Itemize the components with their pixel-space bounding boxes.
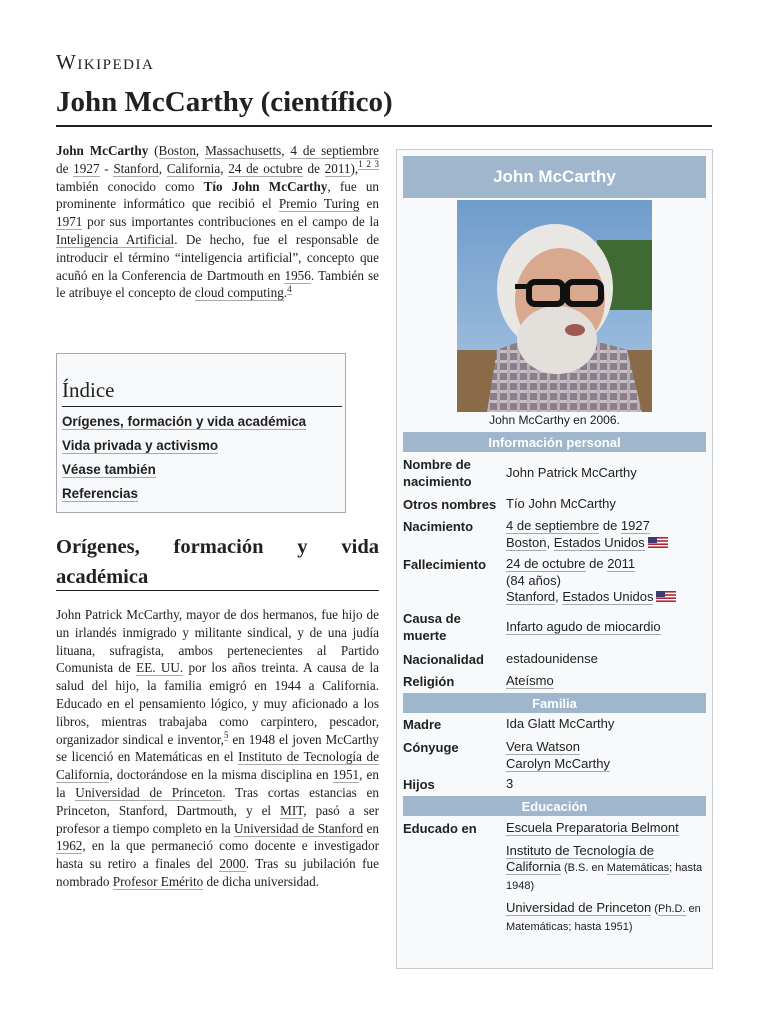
value-fallecimiento: [506, 556, 706, 606]
link-fall-city[interactable]: Stanford: [506, 589, 556, 604]
value-nacimiento: [506, 518, 706, 551]
text: , fue un prominente informático que recibió el: [56, 178, 380, 212]
link-1956[interactable]: 1956: [284, 267, 311, 283]
text: , doctorándose en la misma disciplina en: [109, 767, 333, 783]
text: en: [359, 196, 379, 212]
link-1962[interactable]: 1962: [56, 838, 83, 854]
toc-item-vease-tambien[interactable]: Véase también: [62, 462, 156, 477]
link-1927[interactable]: 1927: [73, 160, 100, 176]
text: ,: [220, 160, 229, 176]
text: ,: [158, 160, 167, 176]
value-causa-muerte: [506, 619, 706, 636]
section-divider: [56, 590, 379, 591]
lead-name: John McCarthy: [56, 143, 149, 158]
text: . Tras cortas estancias en Princeton, Stanford, Dartmouth, y el: [56, 784, 379, 818]
text: , en la que permaneció como docente e investigador hasta su retiro a finales del: [56, 838, 379, 872]
link-infarto[interactable]: Infarto agudo de miocardio: [506, 619, 661, 634]
link-1971[interactable]: 1971: [56, 214, 83, 230]
text: por sus importantes contribuciones en el campo de la: [82, 214, 379, 230]
link-carolyn-mccarthy[interactable]: Carolyn McCarthy: [506, 755, 611, 771]
text: de: [599, 518, 621, 533]
link-premio-turing[interactable]: Premio Turing: [278, 196, 360, 212]
text: ,: [555, 589, 563, 604]
text: en Matemáticas; hasta 1951): [506, 903, 701, 933]
link-phd[interactable]: Ph.D.: [657, 903, 686, 915]
link-massachusetts[interactable]: Massachusetts: [205, 143, 282, 158]
link-california[interactable]: California: [166, 160, 221, 176]
table-of-contents: [56, 353, 346, 513]
text: . Tras su jubilación fue nombrado: [56, 856, 379, 889]
label-otros-nombres: Otros nombres: [403, 497, 497, 512]
portrait-photo[interactable]: [457, 200, 652, 412]
section-paragraph: [56, 606, 379, 891]
title-divider: [56, 125, 712, 127]
link-birth-date[interactable]: 4 de septiembre: [290, 143, 380, 158]
link-1951[interactable]: 1951: [332, 767, 360, 783]
link-cloud-computing[interactable]: cloud computing: [194, 285, 284, 301]
text: . De hecho, fue el responsable de introducir el término “inteligencia artificial”, concepto que acuñó en la Conferencia de Dartmouth en: [56, 231, 379, 283]
text: también conocido como: [56, 178, 204, 194]
toc-divider: [62, 406, 342, 407]
link-nac-country[interactable]: Estados Unidos: [553, 534, 645, 550]
label-hijos: Hijos: [403, 777, 435, 792]
section-heading-origenes: [56, 532, 379, 592]
photo-caption: John McCarthy en 2006.: [489, 413, 620, 427]
value-conyuge: [506, 739, 706, 772]
toc-item-vida-privada[interactable]: Vida privada y activismo: [62, 438, 219, 453]
us-flag-icon: [648, 537, 668, 548]
reference-4[interactable]: 4: [287, 283, 292, 294]
link-boston[interactable]: Boston: [158, 143, 196, 158]
value-otros-nombres: Tío John McCarthy: [506, 496, 616, 511]
value-madre: Ida Glatt McCarthy: [506, 716, 615, 731]
label-causa-muerte: Causa de muerte: [403, 611, 461, 643]
toc-title: Índice: [62, 378, 115, 402]
text: ),: [350, 160, 359, 176]
text: ,: [546, 534, 554, 550]
value-hijos: 3: [506, 776, 514, 791]
text: , pasó a ser profesor a tiempo completo en la: [56, 802, 379, 836]
reference-links[interactable]: 1 2 3: [358, 159, 380, 170]
text: en 1948 el joven McCarthy se licenció en Matemáticas en el: [56, 731, 380, 765]
heading-line-2: académica: [56, 566, 149, 588]
text: ; hasta 1948): [506, 862, 703, 892]
link-mit[interactable]: MIT: [280, 802, 304, 818]
link-belmont[interactable]: Escuela Preparatoria Belmont: [506, 820, 679, 835]
label-educado-en: Educado en: [403, 821, 477, 836]
link-nac-city[interactable]: Boston: [506, 534, 547, 550]
value-religion: [506, 673, 706, 690]
text: John Patrick McCarthy, mayor de dos hermanos, fue hijo de un irlandés inmigrado y militante sindical, y de una judía lituana, sufragista, ambos pertenecientes al Partido Comunista de: [56, 607, 379, 676]
link-eeuu[interactable]: EE. UU.: [136, 660, 184, 676]
link-princeton[interactable]: Universidad de Princeton: [75, 784, 223, 800]
text: de dicha universidad.: [203, 873, 319, 889]
toc-item-origenes[interactable]: Orígenes, formación y vida académica: [62, 414, 307, 429]
link-nac-date[interactable]: 4 de septiembre: [506, 518, 600, 533]
link-matematicas[interactable]: Matemáticas: [606, 862, 670, 874]
link-stanford-university[interactable]: Universidad de Stanford: [233, 820, 364, 836]
label-madre: Madre: [403, 717, 442, 732]
section-header-educacion: Educación: [403, 796, 706, 816]
label-conyuge: Cónyuge: [403, 740, 459, 755]
link-fall-country[interactable]: Estados Unidos: [562, 589, 654, 604]
us-flag-icon: [656, 591, 676, 602]
label-nacionalidad: Nacionalidad: [403, 652, 484, 667]
label-religion: Religión: [403, 674, 455, 689]
value-nombre: John Patrick McCarthy: [506, 465, 637, 480]
text: en: [363, 820, 379, 836]
text: ,: [281, 143, 291, 158]
text: -: [99, 160, 114, 176]
text: .: [283, 285, 288, 301]
link-2000[interactable]: 2000: [219, 856, 246, 872]
lead-nickname: Tío John McCarthy: [203, 178, 328, 194]
link-death-date[interactable]: 24 de octubre: [228, 160, 303, 176]
infobox: [396, 149, 713, 969]
link-2011[interactable]: 2011: [324, 160, 351, 176]
text: (: [148, 143, 159, 158]
link-nac-year[interactable]: 1927: [620, 518, 650, 533]
text: , en la: [56, 767, 379, 800]
link-profesor-emerito[interactable]: Profesor Emérito: [112, 873, 204, 889]
wikipedia-logo[interactable]: Wikipedia: [56, 50, 155, 74]
link-stanford[interactable]: Stanford: [113, 160, 159, 176]
lead-paragraph: [56, 142, 379, 302]
infobox-title: John McCarthy: [403, 156, 706, 198]
text: de: [302, 160, 325, 176]
heading-line-1: Orígenes, formación y vida: [56, 536, 379, 558]
label-fallecimiento: Fallecimiento: [403, 557, 487, 572]
link-fall-year[interactable]: 2011: [607, 556, 636, 571]
link-caltech[interactable]: Instituto de Tecnología de California: [56, 749, 379, 783]
text: por los años treinta. A causa de la salud del hijo, la familia emigró en 1944 a California. Educado en el pensamiento lógico, y muy aficionado a los libros, mientras trabajaba como carpintero, pescador, organizador sindical e inventor,: [56, 660, 379, 747]
text: (B.S. en: [560, 862, 607, 874]
text: (84 años): [506, 572, 561, 588]
reference-5[interactable]: 5: [223, 730, 229, 741]
toc-item-referencias[interactable]: Referencias: [62, 486, 138, 501]
link-fall-date[interactable]: 24 de octubre: [506, 556, 586, 571]
value-educado-en: [506, 820, 706, 935]
text: de: [585, 556, 608, 571]
section-header-personal: Información personal: [403, 432, 706, 452]
link-ateismo[interactable]: Ateísmo: [506, 673, 554, 688]
section-header-familia: Familia: [403, 693, 706, 713]
link-vera-watson[interactable]: Vera Watson: [506, 739, 580, 754]
text: ,: [195, 143, 206, 158]
link-inteligencia-artificial[interactable]: Inteligencia Artificial: [56, 231, 175, 247]
label-nombre: Nombre de nacimiento: [403, 457, 472, 489]
text: de: [56, 160, 74, 176]
text: . También se le atribuye el concepto de: [56, 267, 379, 301]
text: (: [651, 903, 658, 915]
value-nacionalidad: estadounidense: [506, 651, 598, 666]
link-caltech-infobox[interactable]: Instituto de Tecnología de California: [506, 842, 654, 874]
page-title: John McCarthy (científico): [56, 86, 393, 118]
label-nacimiento: Nacimiento: [403, 519, 474, 534]
link-princeton-infobox[interactable]: Universidad de Princeton: [506, 900, 652, 915]
